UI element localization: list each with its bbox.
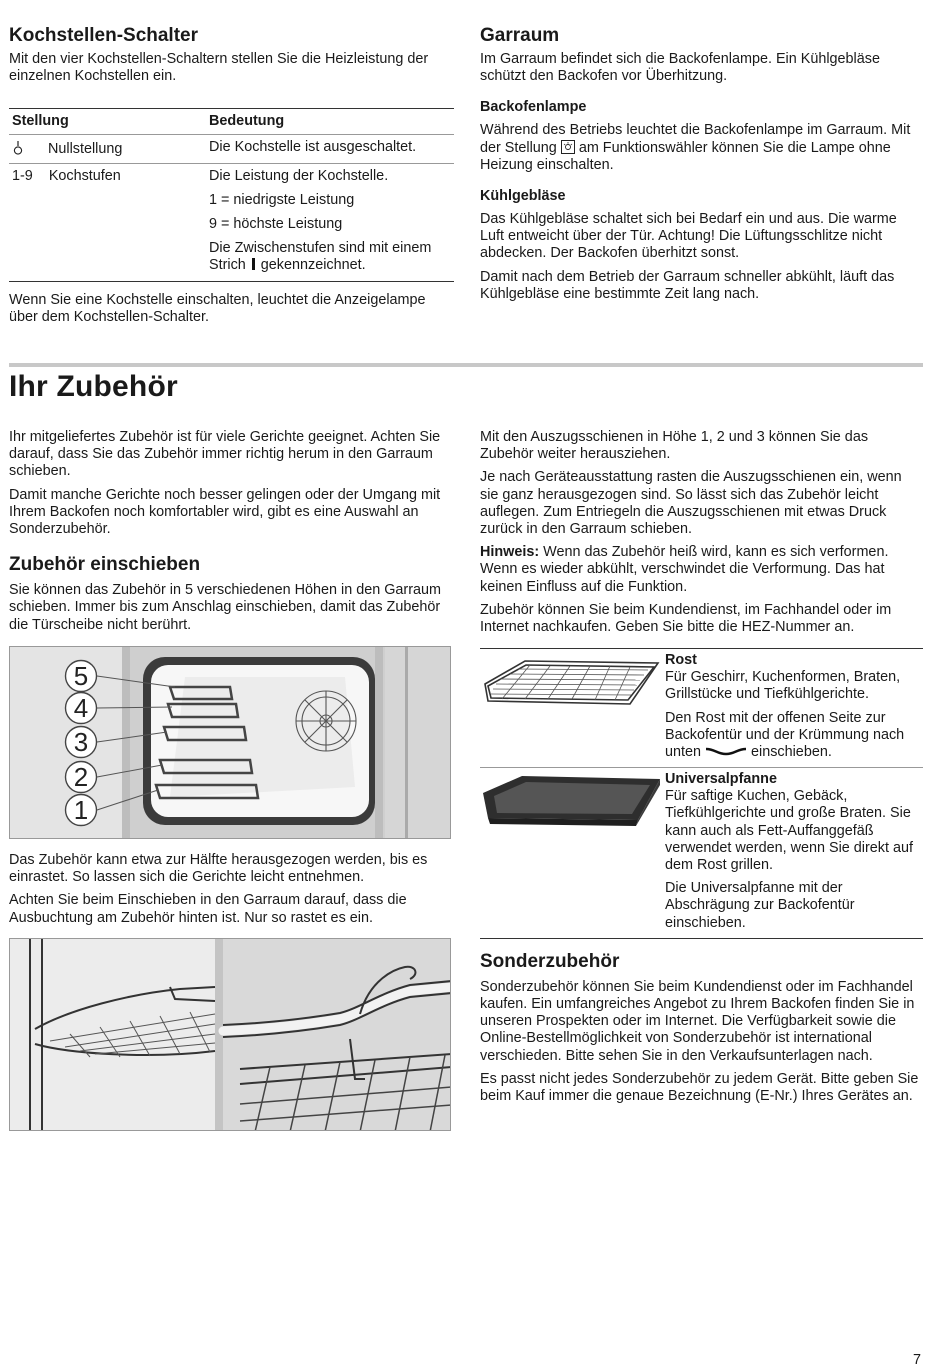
zubehoer-r1: Mit den Auszugsschienen in Höhe 1, 2 und 3 können Sie das Zubehör weiter herausziehen. [480,429,869,463]
lamp-text-end: am Funktionswähler können Sie die Lampe ohne Heizung einschalten. [480,139,891,173]
accessory-row-pfanne [480,767,923,938]
kochstellen-section [9,25,452,326]
zubehoer-p1: Ihr mitgeliefertes Zubehör ist für viele Gerichte geeignet. Achten Sie darauf, dass Sie das Zubehör immer richtig herum in den Garraum schieben. [9,429,441,480]
sonderzubehoer-p1: Sonderzubehör können Sie beim Kundendienst oder im Fachhandel kaufen. Ein umfangreiches Angebot zu Ihrem Backofen finden Sie in unseren Prospekten oder im Internet. Die Verfügbarkeit sowie die Online-Bestellmöglichkeit von Sonderzubehör ist international verschieden. Bitte sehen Sie in den Verkaufsunterlagen nach. [480,978,915,1064]
rack-detail-figure [9,938,451,1131]
table-row [9,163,454,281]
page-number: 7 [912,1352,921,1368]
level-label-3: 3 [73,727,89,757]
zubehoer-left [9,429,452,634]
rost-title: Rost [665,652,697,669]
baking-pan-image [480,768,665,938]
wire-rack-image [480,649,665,767]
level-label-4: 4 [73,693,89,723]
einschieben-text: Sie können das Zubehör in 5 verschiedenen Höhen in den Garraum schieben. Immer bis zum Anschlag einschieben, damit das Zubehör die Türscheibe nicht berührt. [9,582,441,633]
zubehoer-left-2 [9,852,452,927]
hint-text: Wenn das Zubehör heiß wird, kann es sich verformen. Wenn es wieder abkühlt, verschwindet die Verformung. Das hat keinen Einfluss auf die Funktion. [480,544,889,595]
row-desc-min: 1 = niedrigste Leistung [209,191,355,208]
hint-label: Hinweis: [480,544,540,561]
lamp-symbol-icon [561,140,575,154]
pfanne-text-2: Die Universalpfanne mit der Abschrägung zur Backofentür einschieben. [665,880,855,931]
zubehoer-p3: Das Zubehör kann etwa zur Hälfte herausgezogen werden, bis es einrastet. So lassen sich die Gerichte leicht entnehmen. [9,852,428,886]
einschieben-title: Zubehör einschieben [9,554,201,576]
zubehoer-r3: Zubehör können Sie beim Kundendienst, im Fachhandel oder im Internet nachkaufen. Geben Sie bitte die HEZ-Nummer an. [480,601,892,636]
lamp-text: Während des Betriebs leuchtet die Backofenlampe im Garraum. Mit der Stellung [480,122,911,156]
rost-text-1: Für Geschirr, Kuchenformen, Braten, Grillstücke und Tiefkühlgerichte. [665,669,901,703]
garraum-title: Garraum [480,25,560,46]
garraum-section [480,25,923,303]
fan-title: Kühlgebläse [480,188,566,205]
kochstellen-title: Kochstellen-Schalter [9,25,198,46]
table-header-stellung: Stellung [9,109,206,135]
zubehoer-p4: Achten Sie beim Einschieben in den Garraum darauf, dass die Ausbuchtung am Zubehör hinten ist. Nur so rastet es ein. [9,892,407,926]
zubehoer-r2: Je nach Geräteausstattung rasten die Auszugsschienen ein, wenn sie ganz herausgezogen sind. So lässt sich das Zubehör leicht auflegen. Zum Entriegeln die Auszugsschienen mit etwas Druck zurück in den Garraum schieben. [480,469,902,538]
row-desc-max: 9 = höchste Leistung [209,216,343,233]
table-header-bedeutung: Bedeutung [206,109,454,135]
kochstellen-intro: Mit den vier Kochstellen-Schaltern stellen Sie die Heizleistung der einzelnen Kochstellen ein. [9,51,429,85]
fan-text-1: Das Kühlgebläse schaltet sich bei Bedarf ein und aus. Die warme Luft entweicht über der Tür. Achtung! Die Lüftungsschlitze nicht abdecken. Der Backofen überhitzt sonst. [480,211,897,262]
tick-mark-icon [252,258,255,270]
level-label-2: 2 [73,762,89,792]
stellung-table [9,108,454,281]
level-label-5: 5 [73,661,89,691]
accessory-row-rost [480,649,923,767]
row-pos: 1-9 [12,167,33,184]
sonderzubehoer-title: Sonderzubehör [480,950,620,972]
zubehoer-right [480,429,923,1105]
garraum-intro: Im Garraum befindet sich die Backofenlampe. Ein Kühlgebläse schützt den Backofen vor Überhitzung. [480,51,880,85]
rost-text-2-end: einschieben. [751,744,832,761]
section-divider [9,363,923,367]
pfanne-title: Universalpfanne [665,771,777,788]
level-label-1: 1 [73,795,89,825]
row-name: Nullstellung [48,141,123,158]
accessory-table [480,648,923,939]
oven-levels-figure [9,646,451,839]
lamp-title: Backofenlampe [480,99,587,116]
kochstellen-outro: Wenn Sie eine Kochstelle einschalten, leuchtet die Anzeigelampe über dem Kochstellen-Schalter. [9,291,426,325]
row-name: Kochstufen [48,167,121,184]
row-desc-steps: Die Zwischenstufen sind mit einem Strich [209,240,432,274]
row-desc: Die Kochstelle ist ausgeschaltet. [206,135,454,163]
fan-text-2: Damit nach dem Betrieb der Garraum schneller abkühlt, läuft das Kühlgebläse eine bestimmte Zeit lang nach. [480,268,895,302]
rost-text-2: Den Rost mit der offenen Seite zur Backofentür und der Krümmung nach unten [665,709,905,761]
row-desc: Die Leistung der Kochstelle. [209,167,389,184]
zubehoer-p2: Damit manche Gerichte noch besser gelingen oder der Umgang mit Ihrem Backofen noch komfortabler wird, gibt es eine Auswahl an Sonderzubehör. [9,486,441,538]
zero-position-icon [12,141,24,155]
table-row [9,135,454,163]
pfanne-text-1: Für saftige Kuchen, Gebäck, Tiefkühlgerichte und große Braten. Sie kann auch als Fett-Auffanggefäß verwendet werden, wenn Sie direkt auf dem Rost grillen. [665,788,913,874]
zubehoer-title: Ihr Zubehör [9,370,178,403]
curve-down-icon [705,744,747,754]
row-desc-steps-end: gekennzeichnet. [260,257,366,274]
sonderzubehoer-p2: Es passt nicht jedes Sonderzubehör zu jedem Gerät. Bitte geben Sie beim Kauf immer die genaue Bezeichnung (E-Nr.) Ihres Gerätes an. [480,1070,919,1105]
